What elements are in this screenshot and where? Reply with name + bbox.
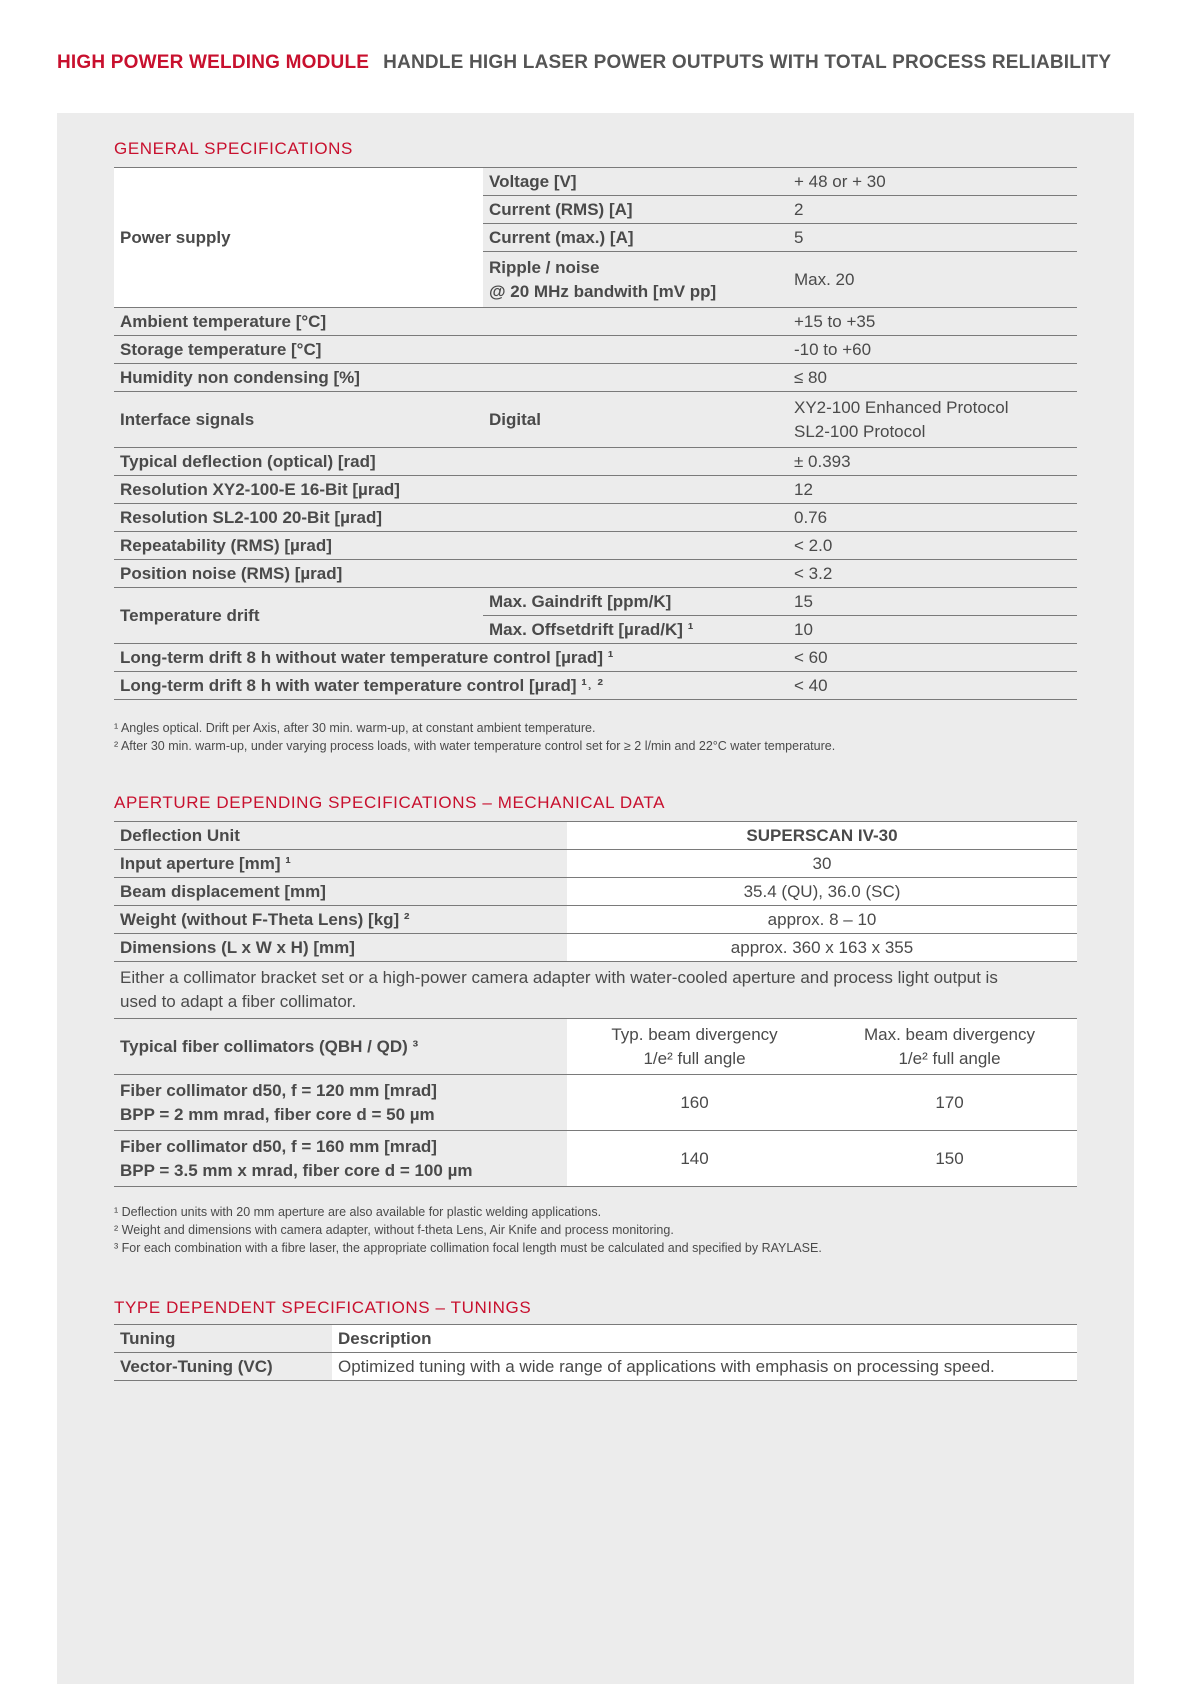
param-label: Max. Gaindrift [ppm/K] bbox=[483, 588, 788, 616]
row-label: Dimensions (L x W x H) [mm] bbox=[114, 934, 567, 962]
footnote: ³ For each combination with a fibre laser, the appropriate collimation focal length must be calculated and specified by RAYLASE. bbox=[114, 1241, 822, 1255]
table-row bbox=[114, 336, 1077, 364]
max-divergency-value: 150 bbox=[822, 1131, 1077, 1187]
tunings-table bbox=[114, 1324, 1077, 1381]
row-value: < 2.0 bbox=[788, 532, 1077, 560]
row-label: Position noise (RMS) [µrad] bbox=[114, 560, 788, 588]
collimator-label bbox=[114, 1131, 567, 1187]
row-value: approx. 8 – 10 bbox=[567, 906, 1077, 934]
row-label: Resolution SL2-100 20-Bit [µrad] bbox=[114, 504, 788, 532]
row-label: Beam displacement [mm] bbox=[114, 878, 567, 906]
row-value: < 40 bbox=[788, 672, 1077, 700]
table-row bbox=[114, 850, 1077, 878]
row-value: 12 bbox=[788, 476, 1077, 504]
table-row bbox=[114, 1075, 1077, 1131]
note-line: Either a collimator bracket set or a high-power camera adapter with water-cooled aperture and process light output is bbox=[120, 968, 998, 987]
table-row bbox=[114, 1353, 1077, 1381]
row-label: Humidity non condensing [%] bbox=[114, 364, 788, 392]
param-label-line: @ 20 MHz bandwith [mV pp] bbox=[489, 281, 717, 301]
table-row bbox=[114, 476, 1077, 504]
footnote: ¹ Deflection units with 20 mm aperture are also available for plastic welding applications. bbox=[114, 1205, 602, 1219]
param-value: 10 bbox=[788, 616, 1077, 644]
row-value: 30 bbox=[567, 850, 1077, 878]
collimator-label bbox=[114, 1075, 567, 1131]
row-value: approx. 360 x 163 x 355 bbox=[567, 934, 1077, 962]
table-row bbox=[114, 392, 1077, 448]
description-header: Description bbox=[332, 1325, 1077, 1353]
row-label: Long-term drift 8 h without water temperature control [µrad] ¹ bbox=[114, 644, 788, 672]
table-row bbox=[114, 822, 1077, 850]
max-divergency-value: 170 bbox=[822, 1075, 1077, 1131]
interface-value bbox=[788, 392, 1077, 448]
param-value: 5 bbox=[788, 224, 1077, 252]
aperture-specs-title: APERTURE DEPENDING SPECIFICATIONS – MECHANICAL DATA bbox=[114, 793, 666, 812]
row-value: ± 0.393 bbox=[788, 448, 1077, 476]
param-label bbox=[483, 252, 788, 308]
param-label: Current (max.) [A] bbox=[483, 224, 788, 252]
tuning-name: Vector-Tuning (VC) bbox=[114, 1353, 332, 1381]
footnote: ² After 30 min. warm-up, under varying process loads, with water temperature control set for ≥ 2 l/min and 22°C water temperature. bbox=[114, 739, 836, 753]
row-value: 0.76 bbox=[788, 504, 1077, 532]
row-label: Typical deflection (optical) [rad] bbox=[114, 448, 788, 476]
collimators-label: Typical fiber collimators (QBH / QD) ³ bbox=[114, 1019, 567, 1075]
row-label: Weight (without F-Theta Lens) [kg] ² bbox=[114, 906, 567, 934]
table-row bbox=[114, 906, 1077, 934]
table-row bbox=[114, 308, 1077, 336]
row-value: < 3.2 bbox=[788, 560, 1077, 588]
general-specs-table bbox=[114, 167, 1077, 700]
row-value: 35.4 (QU), 36.0 (SC) bbox=[567, 878, 1077, 906]
table-row bbox=[114, 588, 1077, 616]
row-value: < 60 bbox=[788, 644, 1077, 672]
row-label: Resolution XY2-100-E 16-Bit [µrad] bbox=[114, 476, 788, 504]
footnote: ² Weight and dimensions with camera adapter, without f-theta Lens, Air Knife and process monitoring. bbox=[114, 1223, 674, 1237]
temp-drift-label: Temperature drift bbox=[114, 588, 483, 644]
table-row bbox=[114, 672, 1077, 700]
interface-param: Digital bbox=[483, 392, 788, 448]
module-tagline: HANDLE HIGH LASER POWER OUTPUTS WITH TOTAL PROCESS RELIABILITY bbox=[383, 52, 1112, 73]
table-row bbox=[114, 560, 1077, 588]
row-label: Long-term drift 8 h with water temperature control [µrad] ¹˒ ² bbox=[114, 672, 788, 700]
page-header bbox=[57, 52, 1151, 74]
note-line: used to adapt a fiber collimator. bbox=[120, 992, 357, 1011]
row-label: Input aperture [mm] ¹ bbox=[114, 850, 567, 878]
aperture-footnotes bbox=[114, 1203, 822, 1257]
row-label: Ambient temperature [°C] bbox=[114, 308, 788, 336]
typ-divergency-value: 140 bbox=[567, 1131, 822, 1187]
tuning-description: Optimized tuning with a wide range of applications with emphasis on processing speed. bbox=[332, 1353, 1077, 1381]
row-label: Storage temperature [°C] bbox=[114, 336, 788, 364]
general-specs-title: GENERAL SPECIFICATIONS bbox=[114, 139, 353, 158]
max-divergency-header bbox=[822, 1019, 1077, 1075]
table-row bbox=[114, 962, 1077, 1019]
table-row bbox=[114, 644, 1077, 672]
deflection-unit-name: SUPERSCAN IV-30 bbox=[567, 822, 1077, 850]
table-row bbox=[114, 168, 1077, 196]
interface-value-line: SL2-100 Protocol bbox=[794, 421, 926, 441]
table-row bbox=[114, 1131, 1077, 1187]
param-label-line: Ripple / noise bbox=[489, 257, 600, 277]
general-footnotes bbox=[114, 719, 835, 755]
table-row bbox=[114, 1325, 1077, 1353]
power-supply-label: Power supply bbox=[114, 168, 483, 308]
collimator-line: BPP = 3.5 mm x mrad, fiber core d = 100 µm bbox=[120, 1160, 473, 1180]
row-value: -10 to +60 bbox=[788, 336, 1077, 364]
param-value: Max. 20 bbox=[788, 252, 1077, 308]
param-value: 2 bbox=[788, 196, 1077, 224]
param-label: Max. Offsetdrift [µrad/K] ¹ bbox=[483, 616, 788, 644]
header-line: Max. beam divergency bbox=[863, 1024, 1036, 1044]
typ-divergency-value: 160 bbox=[567, 1075, 822, 1131]
typ-divergency-header bbox=[567, 1019, 822, 1075]
header-line: 1/e² full angle bbox=[643, 1048, 746, 1068]
param-value: + 48 or + 30 bbox=[788, 168, 1077, 196]
aperture-specs-table bbox=[114, 821, 1077, 1187]
collimator-line: Fiber collimator d50, f = 160 mm [mrad] bbox=[120, 1136, 437, 1156]
interface-label: Interface signals bbox=[114, 392, 483, 448]
deflection-unit-label: Deflection Unit bbox=[114, 822, 567, 850]
table-row bbox=[114, 878, 1077, 906]
table-row bbox=[114, 504, 1077, 532]
collimator-line: BPP = 2 mm mrad, fiber core d = 50 µm bbox=[120, 1104, 435, 1124]
row-value: ≤ 80 bbox=[788, 364, 1077, 392]
table-row bbox=[114, 448, 1077, 476]
tunings-title: TYPE DEPENDENT SPECIFICATIONS – TUNINGS bbox=[114, 1298, 532, 1317]
param-label: Voltage [V] bbox=[483, 168, 788, 196]
footnote: ¹ Angles optical. Drift per Axis, after 30 min. warm-up, at constant ambient temperature. bbox=[114, 721, 596, 735]
collimator-note bbox=[114, 962, 1077, 1019]
module-title: HIGH POWER WELDING MODULE bbox=[57, 52, 370, 73]
row-label: Repeatability (RMS) [µrad] bbox=[114, 532, 788, 560]
table-row bbox=[114, 364, 1077, 392]
table-row bbox=[114, 532, 1077, 560]
table-row bbox=[114, 1019, 1077, 1075]
table-row bbox=[114, 934, 1077, 962]
tuning-header: Tuning bbox=[114, 1325, 332, 1353]
param-value: 15 bbox=[788, 588, 1077, 616]
header-line: Typ. beam divergency bbox=[611, 1024, 778, 1044]
collimator-line: Fiber collimator d50, f = 120 mm [mrad] bbox=[120, 1080, 437, 1100]
interface-value-line: XY2-100 Enhanced Protocol bbox=[794, 397, 1009, 417]
param-label: Current (RMS) [A] bbox=[483, 196, 788, 224]
row-value: +15 to +35 bbox=[788, 308, 1077, 336]
header-line: 1/e² full angle bbox=[898, 1048, 1001, 1068]
